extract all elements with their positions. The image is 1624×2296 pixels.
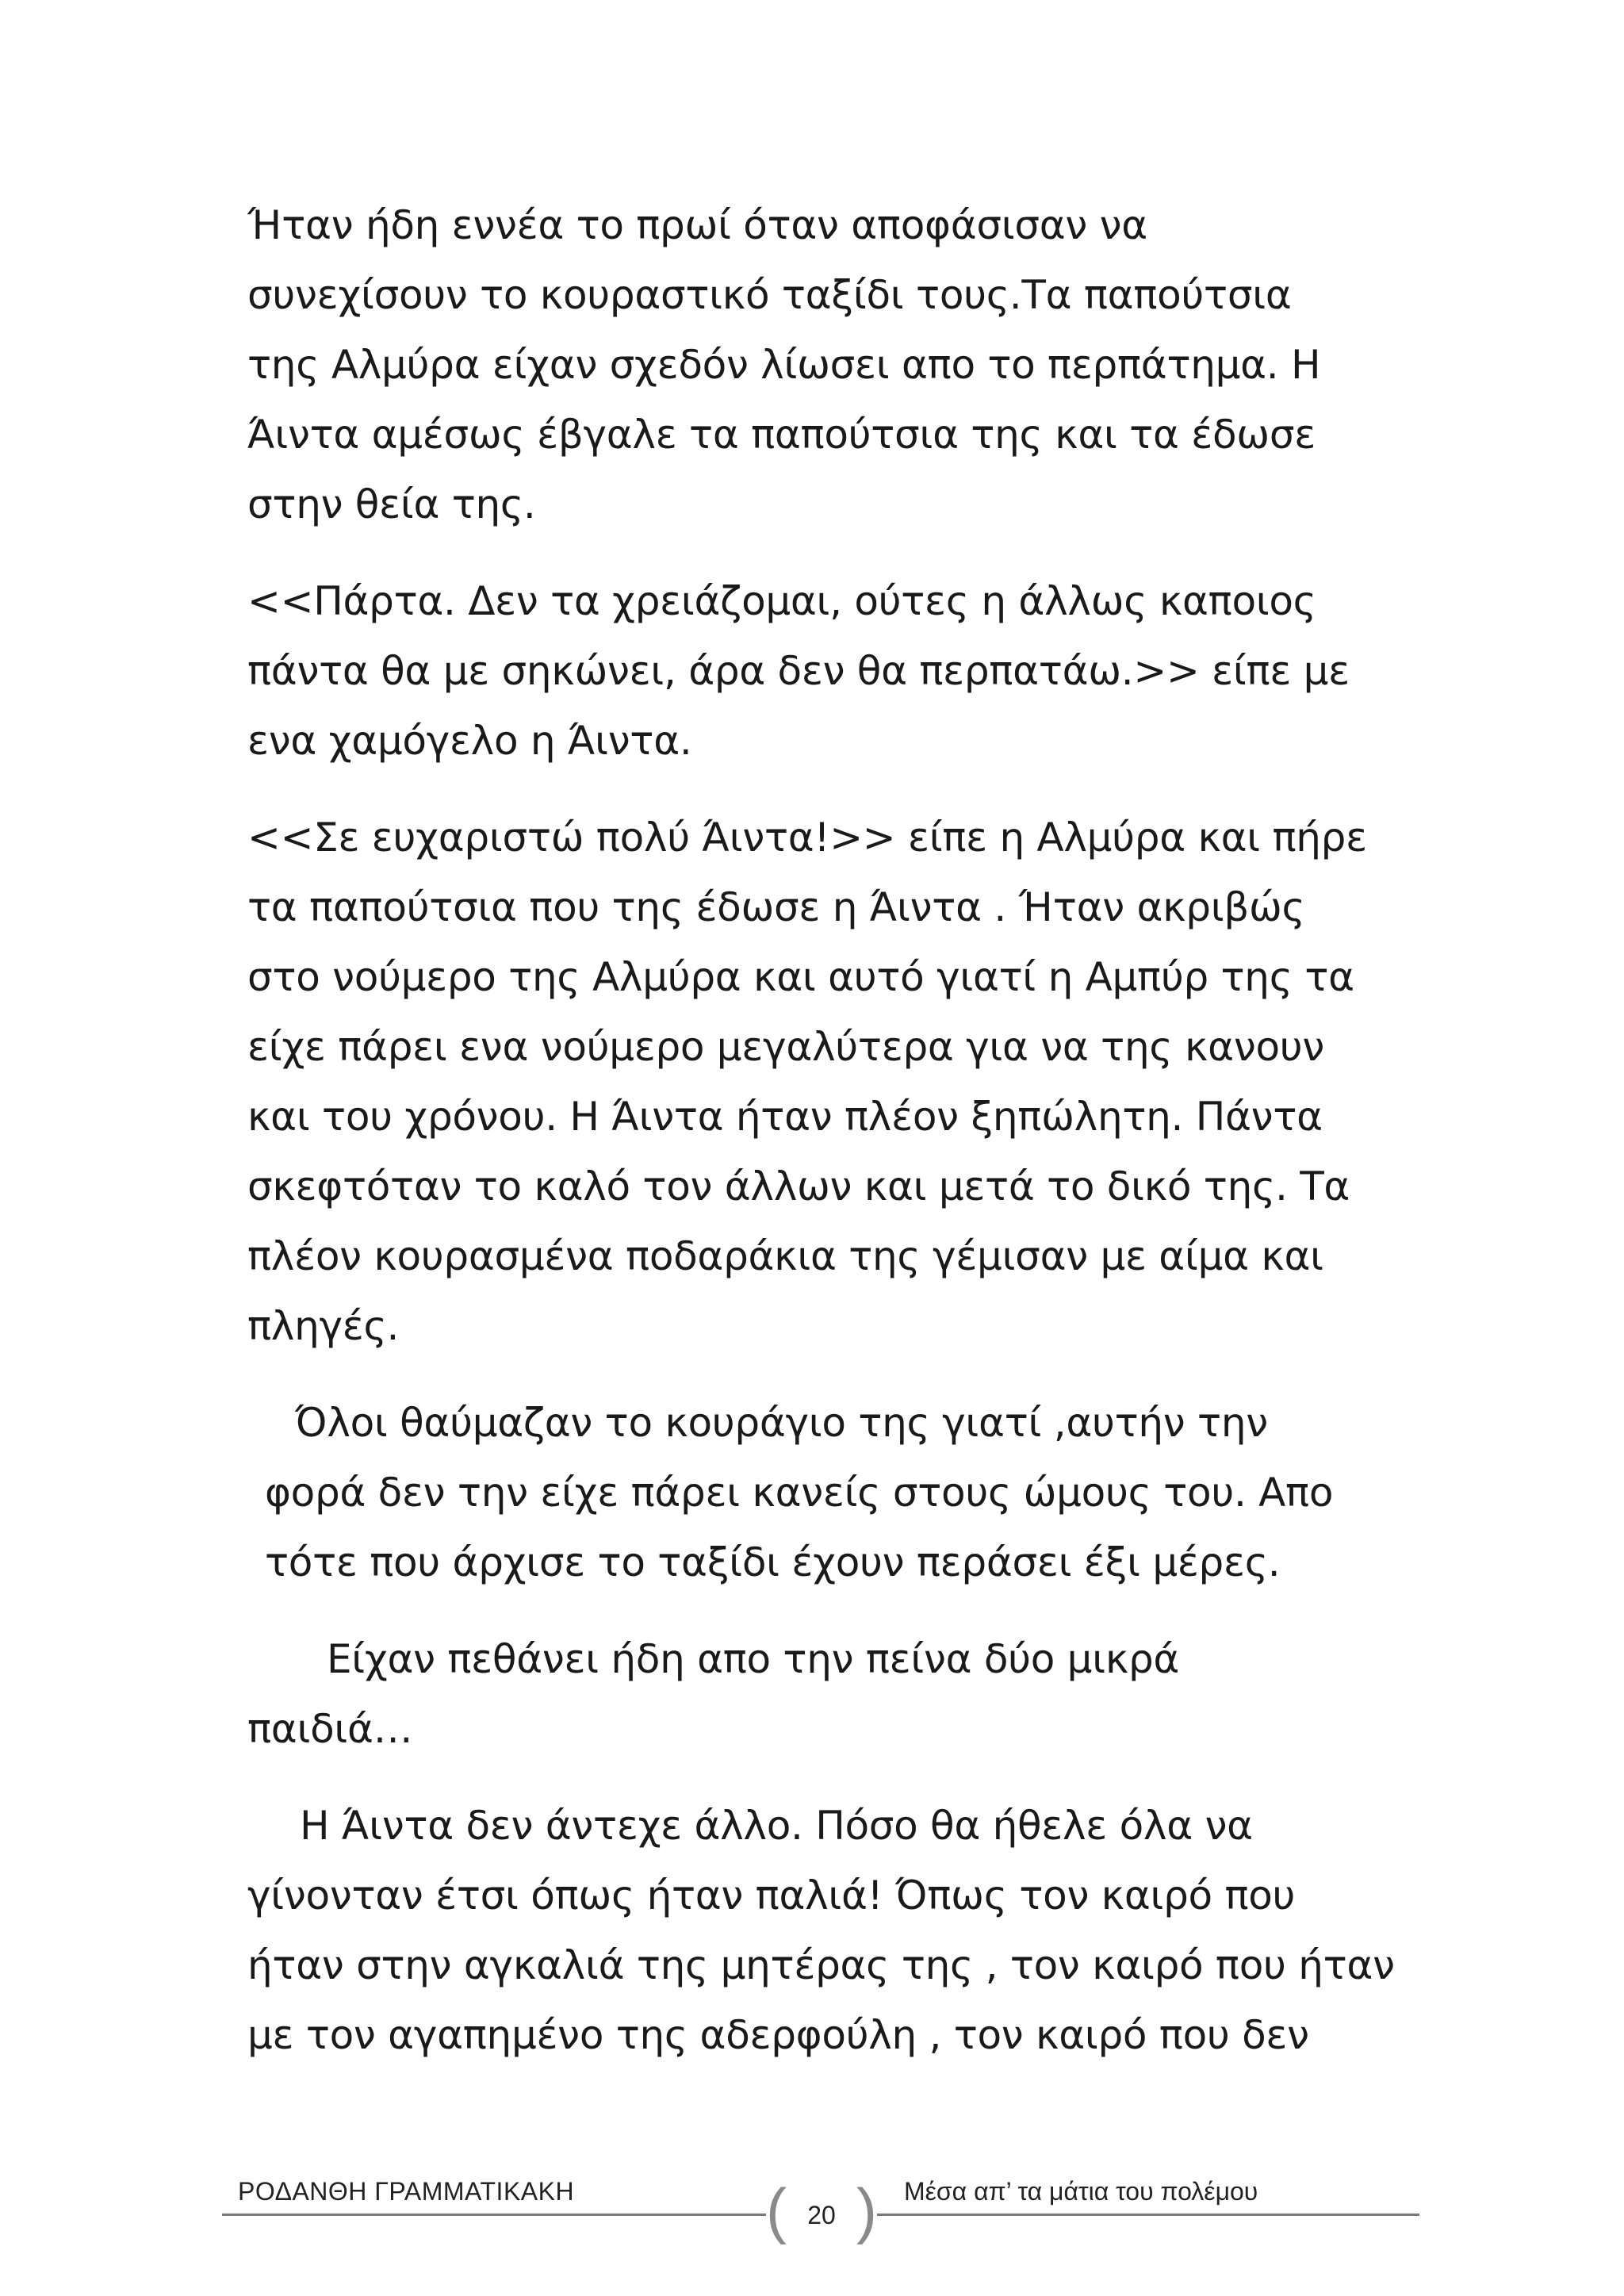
text-line: φορά δεν την είχε πάρει κανείς στους ώμους του. Απο [265, 1470, 1334, 1516]
text-line: Όλοι θαύμαζαν το κουράγιο της γιατί ,αυτήν την [295, 1400, 1268, 1446]
text-line: με τον αγαπημένο της αδερφούλη , τον καιρό που δεν [247, 2012, 1309, 2058]
text-line: Ήταν ήδη εννέα το πρωί όταν αποφάσισαν να [247, 202, 1147, 248]
right-bracket-icon: ) [856, 2175, 877, 2245]
body-text [247, 190, 1405, 2097]
paragraph-5 [247, 1624, 1405, 1764]
text-line: τα παπούτσια που της έδωσε η Άιντα . Ήταν ακριβώς [247, 884, 1305, 930]
text-line: τότε που άρχισε το ταξίδι έχουν περάσει έξι μέρες. [265, 1539, 1281, 1585]
text-line: Η Άιντα δεν άντεχε άλλο. Πόσο θα ήθελε όλα να [300, 1803, 1253, 1849]
paragraph-3 [247, 803, 1405, 1361]
text-line: <<Πάρτα. Δεν τα χρειάζομαι, ούτες η άλλως καποιος [247, 578, 1316, 624]
page-number-box [766, 2177, 877, 2248]
text-line: της Αλμύρα είχαν σχεδόν λίωσει απο το περπάτημα. Η [247, 342, 1321, 388]
footer-author: ΡΟΔΑΝΘΗ ΓΡΑΜΜΑΤΙΚΑΚΗ [238, 2177, 575, 2206]
text-line: γίνονταν έτσι όπως ήταν παλιά! Όπως τον καιρό που [247, 1872, 1296, 1918]
text-line: στο νούμερο της Αλμύρα και αυτό γιατί η Αμπύρ της τα [247, 954, 1354, 1000]
paragraph-4 [247, 1388, 1405, 1597]
text-line: σκεφτόταν το καλό τον άλλων και μετά το δικό της. Τα [247, 1163, 1350, 1209]
text-line: πάντα θα με σηκώνει, άρα δεν θα περπατάω.>> είπε με [247, 648, 1350, 694]
footer-book-title: Μέσα απ’ τα μάτια του πολέμου [904, 2177, 1258, 2206]
text-line: είχε πάρει ενα νούμερο μεγαλύτερα για να της κανουν [247, 1024, 1325, 1070]
text-line: πλέον κουρασμένα ποδαράκια της γέμισαν με αίμα και [247, 1233, 1323, 1279]
text-line: και του χρόνου. Η Άιντα ήταν πλέον ξηπώλητη. Πάντα [247, 1094, 1323, 1140]
paragraph-2 [247, 566, 1405, 776]
text-line: πληγές. [247, 1303, 400, 1349]
text-line: ενα χαμόγελο η Άιντα. [247, 718, 692, 764]
text-line: Είχαν πεθάνει ήδη απο την πείνα δύο μικρά [327, 1636, 1180, 1682]
paragraph-1 [247, 190, 1405, 539]
paragraph-6 [247, 1791, 1405, 2070]
text-line: στην θεία της. [247, 481, 536, 527]
page-number: 20 [807, 2201, 836, 2229]
text-line: παιδιά… [247, 1706, 413, 1752]
text-line: <<Σε ευχαριστώ πολύ Άιντα!>> είπε η Αλμύρα και πήρε [247, 815, 1367, 861]
left-bracket-icon: ( [766, 2175, 787, 2245]
text-line: συνεχίσουν το κουραστικό ταξίδι τους.Τα παπούτσια [247, 272, 1292, 318]
text-line: ήταν στην αγκαλιά της μητέρας της , τον καιρό που ήταν [247, 1942, 1395, 1988]
text-line: Άιντα αμέσως έβγαλε τα παπούτσια της και τα έδωσε [247, 412, 1316, 458]
page-footer [222, 2177, 1419, 2248]
